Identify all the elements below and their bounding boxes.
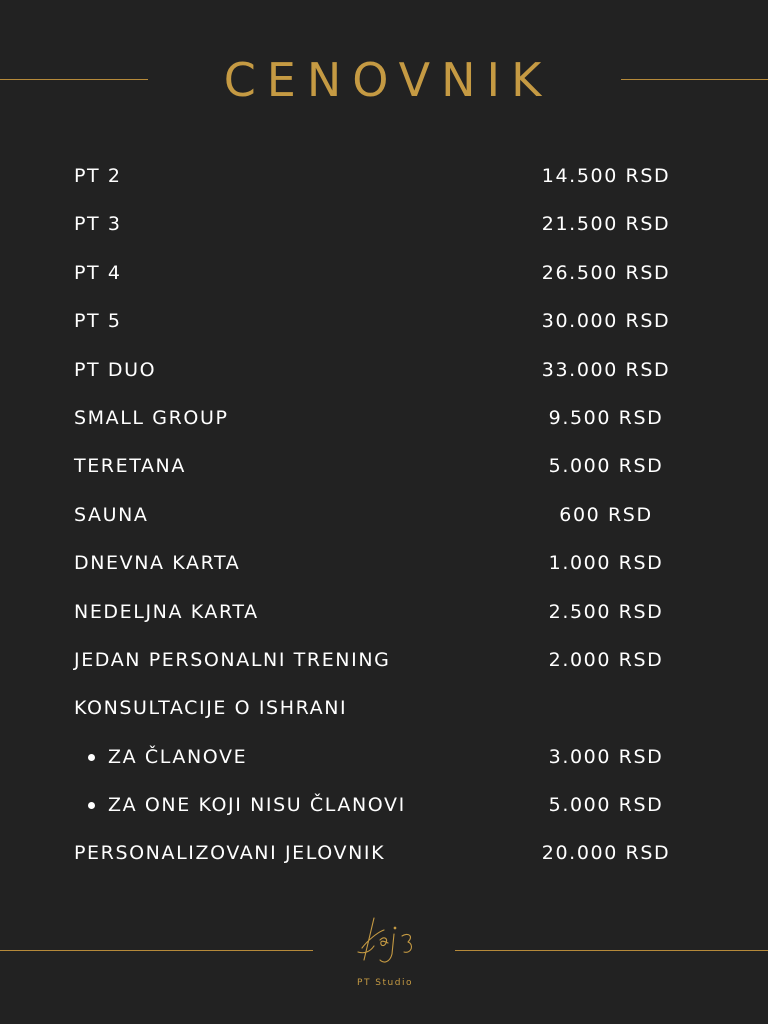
item-price: 20.000 RSD bbox=[541, 842, 671, 865]
item-label: DNEVNA KARTA bbox=[74, 552, 241, 575]
item-label: SAUNA bbox=[74, 503, 149, 526]
header bbox=[0, 48, 768, 112]
item-label: SMALL GROUP bbox=[74, 406, 229, 429]
price-row bbox=[74, 442, 694, 490]
price-row bbox=[74, 394, 694, 442]
item-price: 5.000 RSD bbox=[548, 794, 664, 817]
price-row bbox=[74, 636, 694, 684]
item-price: 2.000 RSD bbox=[548, 648, 664, 671]
item-label: PT 2 bbox=[74, 165, 122, 187]
price-row bbox=[74, 829, 694, 877]
item-price: 21.500 RSD bbox=[541, 213, 671, 236]
price-row bbox=[74, 297, 694, 345]
price-row bbox=[74, 539, 694, 587]
price-row bbox=[74, 200, 694, 248]
item-price: 26.500 RSD bbox=[541, 261, 671, 284]
item-price: 5.000 RSD bbox=[548, 455, 664, 478]
logo-subtitle: PT Studio bbox=[357, 978, 413, 988]
item-price: 2.500 RSD bbox=[548, 600, 664, 623]
price-row-sub bbox=[74, 733, 694, 781]
item-label: ZA ONE KOJI NISU ČLANOVI bbox=[108, 794, 406, 817]
item-price: 9.500 RSD bbox=[548, 406, 664, 429]
price-row bbox=[74, 346, 694, 394]
price-row bbox=[74, 588, 694, 636]
page-title: CENOVNIK bbox=[223, 53, 553, 107]
item-label: TERETANA bbox=[74, 455, 186, 478]
price-list bbox=[74, 152, 694, 878]
item-label: PT 5 bbox=[74, 310, 122, 333]
item-label: PERSONALIZOVANI JELOVNIK bbox=[74, 842, 386, 865]
footer-rule-right bbox=[455, 950, 768, 951]
price-row bbox=[74, 152, 694, 200]
item-label: PT 3 bbox=[74, 213, 122, 236]
item-price: 600 RSD bbox=[559, 503, 653, 526]
price-row bbox=[74, 491, 694, 539]
price-row-heading bbox=[74, 684, 694, 732]
item-price: 33.000 RSD bbox=[541, 358, 671, 381]
item-label: NEDELJNA KARTA bbox=[74, 600, 259, 623]
price-row-sub bbox=[74, 781, 694, 829]
bullet-icon bbox=[88, 754, 95, 761]
price-row bbox=[74, 249, 694, 297]
item-price: 30.000 RSD bbox=[541, 310, 671, 333]
signature-logo-icon bbox=[344, 910, 424, 970]
footer bbox=[0, 910, 768, 1000]
item-price: 1.000 RSD bbox=[548, 552, 664, 575]
item-label: KONSULTACIJE O ISHRANI bbox=[74, 697, 348, 720]
item-price: 14.500 RSD bbox=[541, 165, 671, 187]
item-label: PT 4 bbox=[74, 261, 122, 284]
item-label: PT DUO bbox=[74, 358, 157, 381]
item-price: 3.000 RSD bbox=[548, 745, 664, 768]
bullet-icon bbox=[88, 802, 95, 809]
footer-rule-left bbox=[0, 950, 313, 951]
item-label: ZA ČLANOVE bbox=[108, 745, 248, 768]
item-label: JEDAN PERSONALNI TRENING bbox=[74, 648, 391, 671]
